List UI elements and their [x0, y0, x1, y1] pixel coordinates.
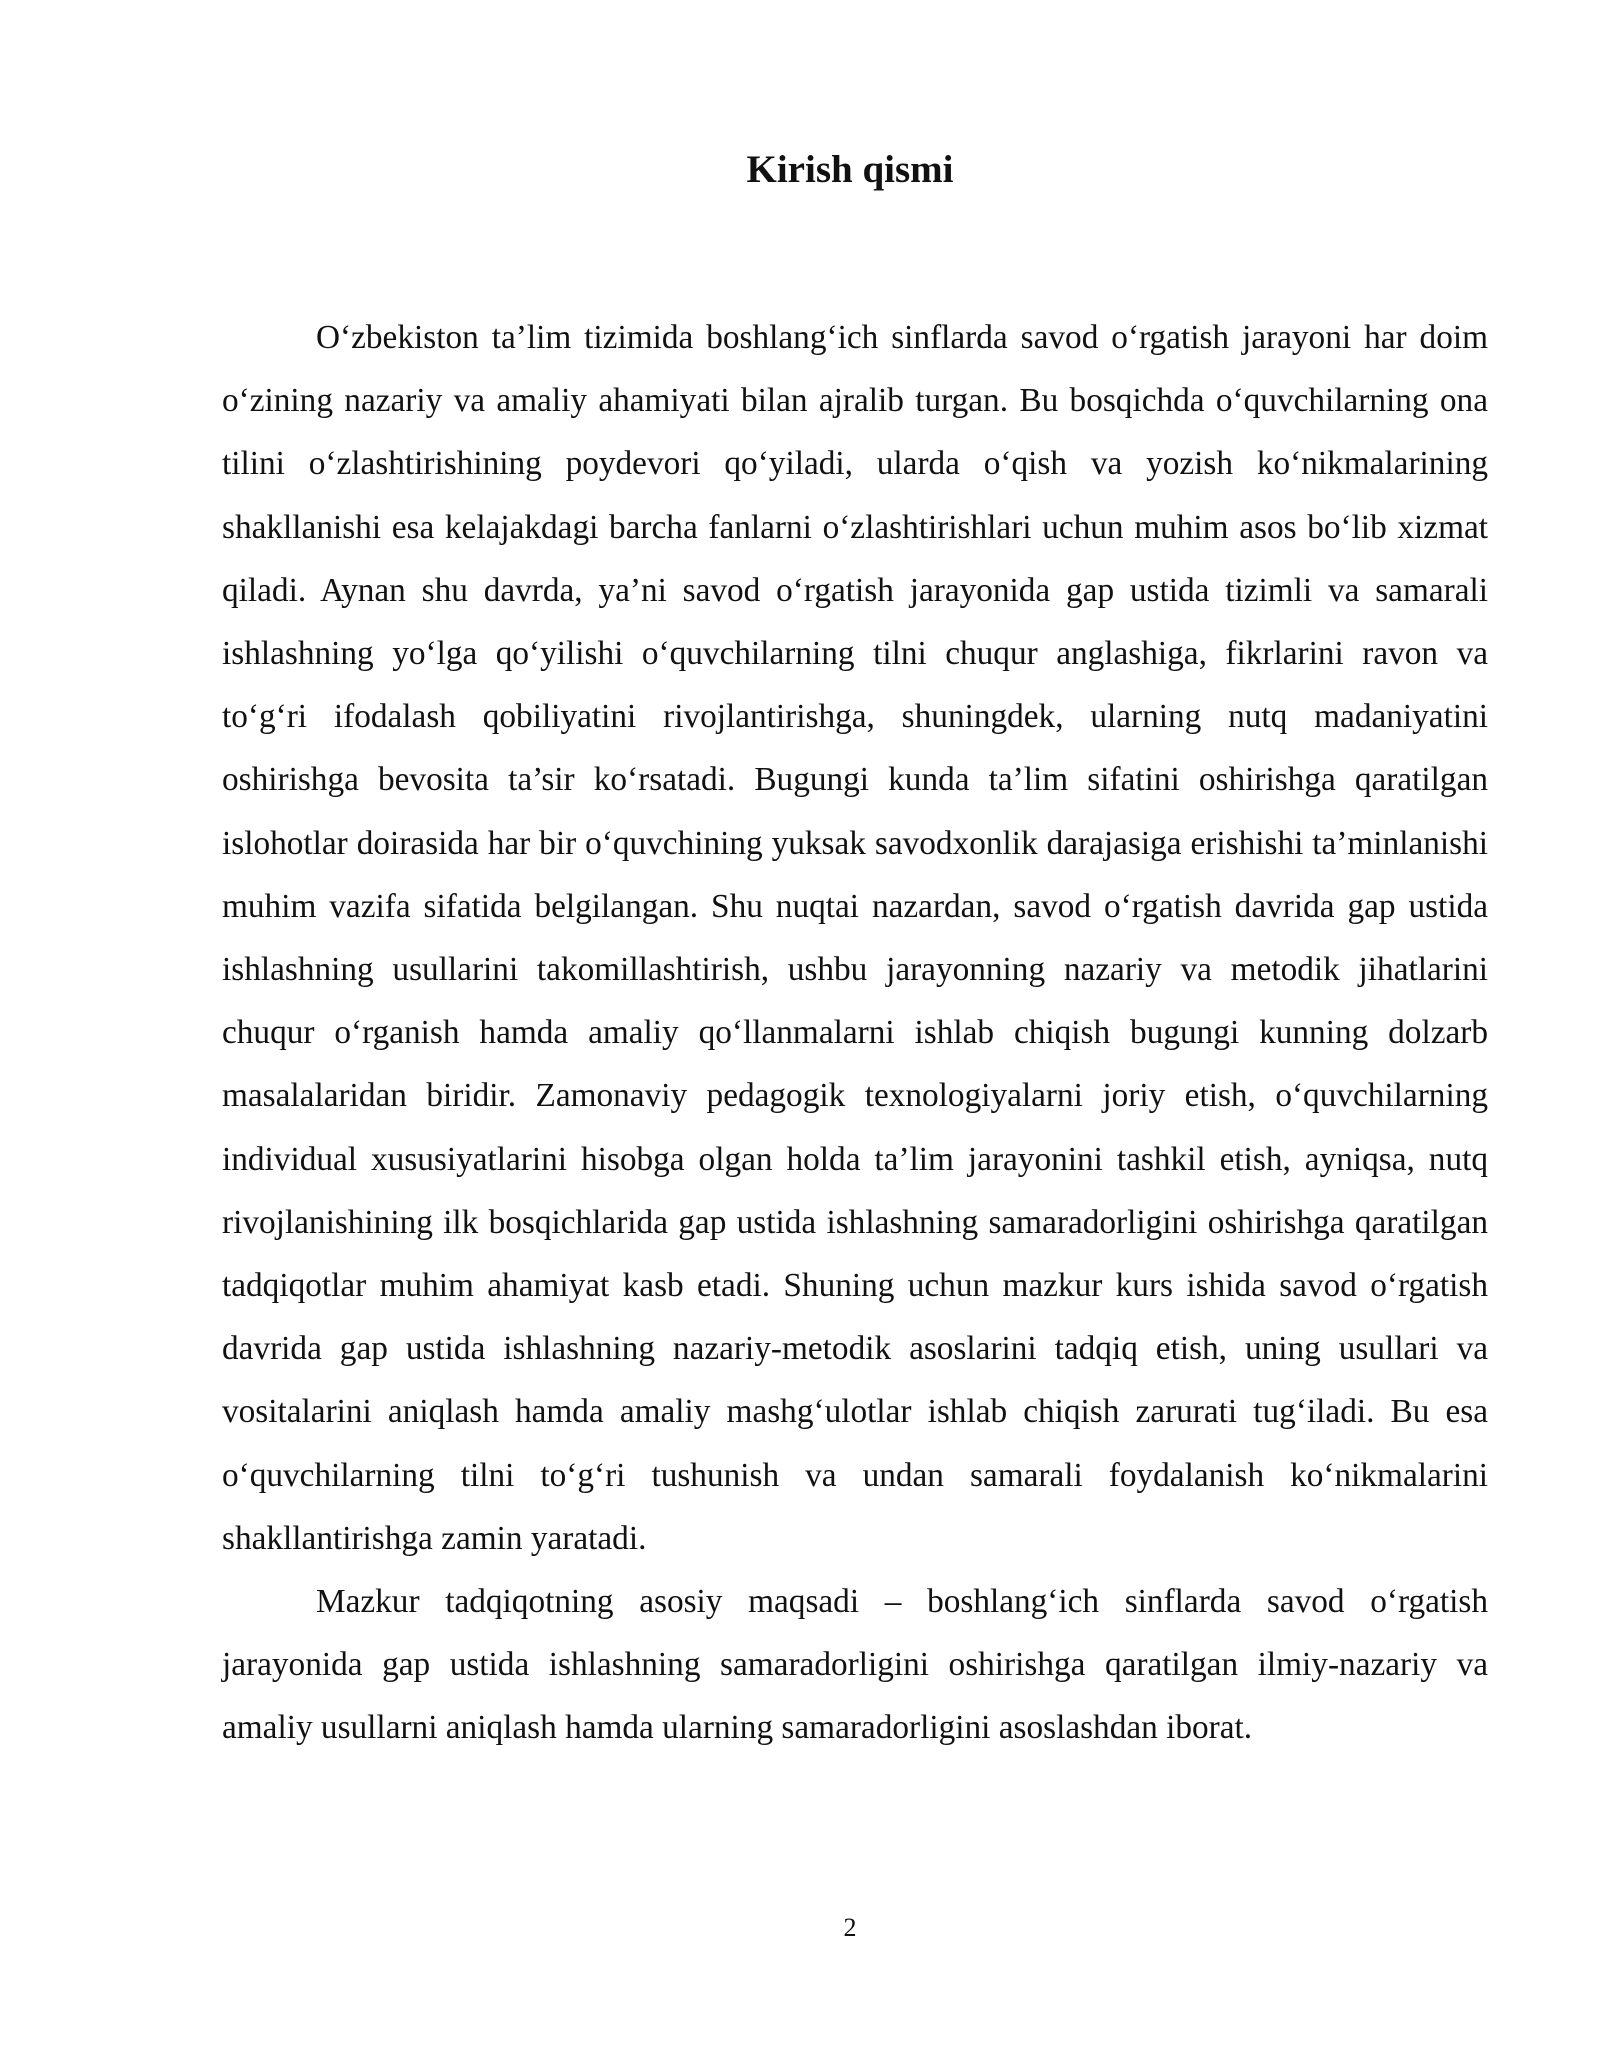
paragraph-introduction: O‘zbekiston ta’lim tizimida boshlang‘ich sinflarda savod o‘rgatish jarayoni har doim o‘zining nazariy va amaliy ahamiyati bilan ajralib turgan. Bu bosqichda o‘quvchilarning ona tilini o‘zlashtirishining poydevori qo‘yiladi, ularda o‘qish va yozish ko‘nikmalarining shakllanishi esa kelajakdagi barcha fanlarni o‘zlashtirishlari uchun muhim asos bo‘lib xizmat qiladi. Aynan shu davrda, ya’ni savod o‘rgatish jarayonida gap ustida tizimli va samarali ishlashning yo‘lga qo‘yilishi o‘quvchilarning tilni chuqur anglashiga, fikrlarini ravon va to‘g‘ri ifodalash qobiliyatini rivojlantirishga, shuningdek, ularning nutq madaniyatini oshirishga bevosita ta’sir ko‘rsatadi. Bugungi kunda ta’lim sifatini oshirishga qaratilgan islohotlar doirasida har bir o‘quvchining yuksak savodxonlik darajasiga erishishi ta’minlanishi muhim vazifa sifatida belgilangan. Shu nuqtai nazardan, savod o‘rgatish davrida gap ustida ishlashning usullarini takomillashtirish, ushbu jarayonning nazariy va metodik jihatlarini chuqur o‘rganish hamda amaliy qo‘llanmalarni ishlab chiqish bugungi kunning dolzarb masalalaridan biridir. Zamonaviy pedagogik texnologiyalarni joriy etish, o‘quvchilarning individual xususiyatlarini hisobga olgan holda ta’lim jarayonini tashkil etish, ayniqsa, nutq rivojlanishining ilk bosqichlarida gap ustida ishlashning samaradorligini oshirishga qaratilgan tadqiqotlar muhim ahamiyat kasb etadi. Shuning uchun mazkur kurs ishida savod o‘rgatish davrida gap ustida ishlashning nazariy-metodik asoslarini tadqiq etish, uning usullari va vositalarini aniqlash hamda amaliy mashg‘ulotlar ishlab chiqish zarurati tug‘iladi. Bu esa o‘quvchilarning tilni to‘g‘ri tushunish va undan samarali foydalanish ko‘nikmalarini shakllantirishga zamin yaratadi.: [222, 319, 1488, 1557]
page-number: 2: [843, 1913, 857, 1942]
body-text: [222, 306, 1488, 1760]
paragraph-research-aim: Mazkur tadqiqotning asosiy maqsadi – boshlang‘ich sinflarda savod o‘rgatish jarayonida gap ustida ishlashning samaradorligini oshirishga qaratilgan ilmiy-nazariy va amaliy usullarni aniqlash hamda ularning samaradorligini asoslashdan iborat.: [222, 1583, 1488, 1747]
page-title: Kirish qismi: [746, 148, 954, 191]
